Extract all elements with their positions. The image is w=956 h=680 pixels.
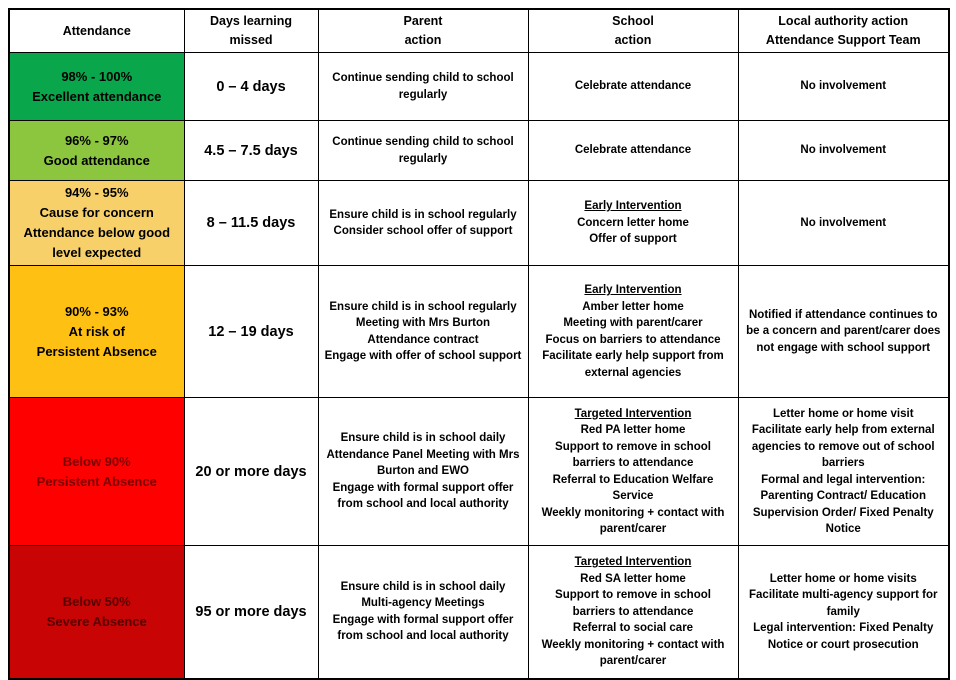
text-line: Support to remove in school barriers to attendance [555,589,711,618]
text-line: 96% - 97% [64,132,129,148]
text-line: At risk of [68,323,125,339]
text-line: Red PA letter home [580,424,686,436]
cell-authority-action [738,53,949,121]
cell-school-action [528,266,738,398]
text-line: Weekly monitoring + contact with parent/carer [541,506,725,535]
cell-parent-action [318,181,528,266]
cell-authority-action [738,266,949,398]
text-line: Local authority action [778,14,909,28]
cell-attendance-band [9,53,184,121]
text-line: Continue sending child to school regularly [332,136,514,165]
cell-authority-action [738,398,949,546]
text-line: Referral to Education Welfare Service [552,473,714,502]
cell-attendance-band [9,546,184,679]
cell-parent-action [318,121,528,181]
table-row-persistent-absence [9,398,949,546]
cell-days-missed: 8 – 11.5 days [184,181,318,266]
text-line: Attendance below good level expected [23,225,171,260]
cell-school-action [528,398,738,546]
header-attendance [9,9,184,53]
table-row-good-attendance [9,121,949,181]
text-line: Facilitate early help support from external agencies [542,350,724,379]
text-line: Notified if attendance continues to be a concern and parent/carer does not engage with school support [746,308,941,354]
header-parent-action [318,9,528,53]
cell-authority-action [738,181,949,266]
cell-school-action [528,181,738,266]
text-line: Celebrate attendance [574,144,692,157]
table-row-at-risk-persistent-absence [9,266,949,398]
text-line: Attendance Support Team [765,33,921,47]
text-line: Ensure child is in school regularly [329,208,517,221]
text-line: 98% - 100% [61,68,133,84]
intervention-heading: Early Intervention [584,284,682,296]
text-line: No involvement [800,80,887,93]
cell-days-missed: 95 or more days [184,546,318,679]
text-line: Engage with formal support offer from school and local authority [332,613,514,643]
cell-attendance-band [9,266,184,398]
text-line: 90% - 93% [64,303,129,319]
school-action-lines [535,299,732,382]
cell-parent-action [318,546,528,679]
text-line: Legal intervention: Fixed Penalty Notice or court prosecution [753,622,934,651]
text-line: Attendance [62,23,131,38]
cell-attendance-band [9,398,184,546]
text-line: Below 50% [62,593,131,609]
table-row-cause-for-concern [9,181,949,266]
text-line: Letter home or home visits [769,572,917,585]
text-line: Focus on barriers to attendance [545,333,721,346]
text-line: Ensure child is in school daily [340,580,506,593]
cell-authority-action [738,121,949,181]
text-line: Engage with offer of school support [324,350,522,362]
cell-days-missed: 4.5 – 7.5 days [184,121,318,181]
text-line: Persistent Absence [36,343,157,359]
text-line: Amber letter home [582,300,684,313]
school-action-lines [535,142,732,159]
school-action-lines [535,422,732,538]
text-line: Support to remove in school barriers to attendance [555,440,711,469]
text-line: missed [229,33,273,47]
header-days-learning-missed [184,9,318,53]
text-line: Weekly monitoring + contact with parent/carer [541,638,725,667]
cell-parent-action [318,398,528,546]
text-line: No involvement [800,216,887,229]
text-line: Good attendance [43,152,150,168]
text-line: Severe Absence [46,613,147,629]
text-line: Meeting with Mrs Burton [355,317,491,329]
text-line: Attendance contract [367,333,479,346]
cell-parent-action [318,266,528,398]
cell-attendance-band [9,181,184,266]
cell-school-action [528,53,738,121]
attendance-table [8,8,950,680]
text-line: Multi-agency Meetings [361,597,485,610]
cell-attendance-band [9,121,184,181]
text-line: Excellent attendance [32,88,162,104]
table-row-excellent-attendance [9,53,949,121]
text-line: Red SA letter home [580,572,686,585]
cell-days-missed: 20 or more days [184,398,318,546]
text-line: Parent [403,14,443,28]
header-school-action [528,9,738,53]
cell-authority-action [738,546,949,679]
intervention-heading: Targeted Intervention [574,407,692,420]
cell-days-missed: 0 – 4 days [184,53,318,121]
school-action-lines [535,571,732,670]
text-line: Ensure child is in school daily [340,432,506,445]
cell-days-missed: 12 – 19 days [184,266,318,398]
school-action-lines [535,215,732,248]
text-line: Continue sending child to school regularly [332,72,514,101]
header-local-authority-action [738,9,949,53]
text-line: School [612,14,654,28]
intervention-heading: Early Intervention [584,200,682,213]
text-line: Days learning [210,14,292,28]
text-line: Attendance Panel Meeting with Mrs Burton and EWO [326,448,520,478]
text-line: Celebrate attendance [574,80,692,93]
text-line: action [614,33,652,47]
text-line: Concern letter home [577,216,689,229]
header-row [9,9,949,53]
text-line: Referral to social care [572,622,694,634]
text-line: Persistent Absence [36,473,157,489]
text-line: Ensure child is in school regularly [329,300,517,313]
text-line: No involvement [800,144,887,157]
text-line: Formal and legal intervention: Parenting Contract/ Education Supervision Order/ Fixed Penalty Notice [752,473,934,535]
cell-school-action [528,546,738,679]
text-line: Offer of support [589,233,677,246]
text-line: Facilitate early help from external agencies to remove out of school barriers [751,424,935,469]
text-line: Engage with formal support offer from school and local authority [332,481,514,511]
intervention-heading: Targeted Intervention [574,556,692,568]
text-line: Cause for concern [39,205,154,220]
text-line: action [404,33,442,47]
text-line: Consider school offer of support [333,225,513,237]
table-row-severe-absence [9,546,949,679]
text-line: Below 90% [62,453,131,469]
text-line: 94% - 95% [64,185,129,200]
cell-parent-action [318,53,528,121]
school-action-lines [535,78,732,95]
cell-school-action [528,121,738,181]
text-line: Meeting with parent/carer [563,317,703,329]
text-line: Facilitate multi-agency support for family [749,589,938,618]
text-line: Letter home or home visit [772,407,914,420]
